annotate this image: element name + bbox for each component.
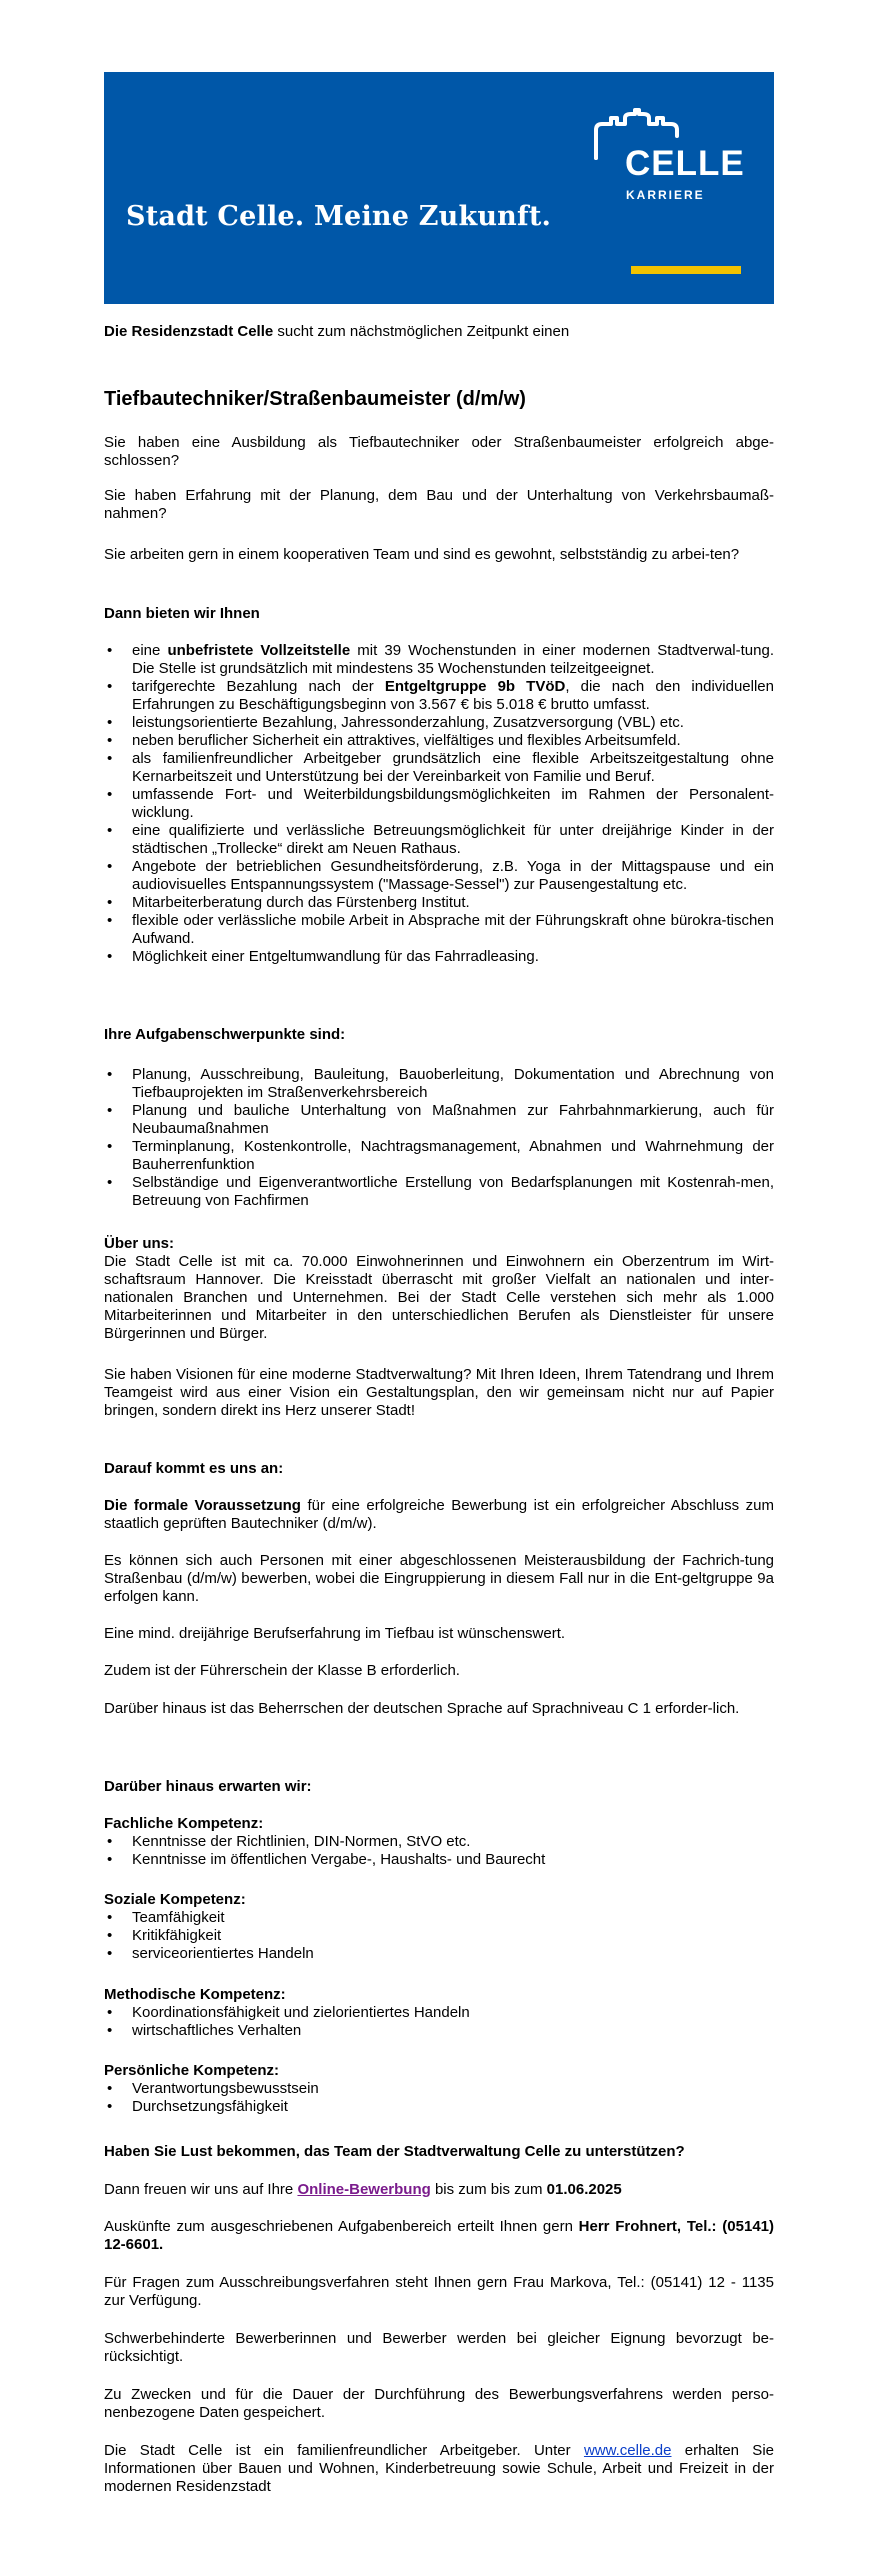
- list-item: • Planung, Ausschreibung, Bauleitung, Bauoberleitung, Dokumentation und Abrechnung von Tiefbauprojekten im Straßenverkehrsbereich: [104, 1066, 774, 1102]
- online-application-link[interactable]: Online-Bewerbung: [297, 2181, 431, 2198]
- list-item: • flexible oder verlässliche mobile Arbeit in Absprache mit der Führungskraft ohne bürokra-tischen Aufwand.: [104, 912, 774, 948]
- list-item: • als familienfreundlicher Arbeitgeber grundsätzlich eine flexible Arbeitszeitgestaltung ohne Kernarbeitszeit und Unterstützung bei der Vereinbarkeit von Familie und Beruf.: [104, 750, 774, 786]
- tasks-heading: Ihre Aufgabenschwerpunkte sind:: [104, 1026, 346, 1043]
- list-item: • neben beruflicher Sicherheit ein attraktives, vielfältiges und flexibles Arbeitsumfeld.: [104, 732, 774, 750]
- requirements-license: Zudem ist der Führerschein der Klasse B erforderlich.: [104, 1662, 460, 1679]
- expect-group-title: Persönliche Kompetenz:: [104, 2062, 280, 2079]
- list-item: • Angebote der betrieblichen Gesundheitsförderung, z.B. Yoga in der Mittagspause und ein audiovisuelles Entspannungssystem ("Massage-Sessel") zur Pausengestaltung etc.: [104, 858, 774, 894]
- intro-bold: Die Residenzstadt Celle: [104, 323, 274, 340]
- list-item: • eine qualifizierte und verlässliche Betreuungsmöglichkeit für unter dreijährige Kinder in der städtischen „Trollecke“ direkt am Neuen Rathaus.: [104, 822, 774, 858]
- offer-item-2-pre: tarifgerechte Bezahlung nach der: [132, 678, 385, 695]
- list-item: • Möglichkeit einer Entgeltumwandlung für das Fahrradleasing.: [104, 948, 774, 966]
- expect-group-list: [104, 2004, 774, 2040]
- disabled-notice: Schwerbehinderte Bewerberinnen und Bewerber werden bei gleicher Eignung bevorzugt be-rücksichtigt.: [104, 2330, 774, 2365]
- question-3: Sie arbeiten gern in einem kooperativen Team und sind es gewohnt, selbstständig zu arbei-ten?: [104, 546, 740, 563]
- list-item: [104, 642, 774, 678]
- about-vision: Sie haben Visionen für eine moderne Stadtverwaltung? Mit Ihren Ideen, Ihrem Tatendrang und Ihrem Teamgeist wird aus einer Vision ein Gestaltungsplan, den wir gemeinsam nicht nur auf Papier bringen, sondern direkt ins Herz unserer Stadt!: [104, 1366, 774, 1419]
- apply-mid: bis zum bis zum: [430, 2181, 547, 2198]
- list-item: • serviceorientiertes Handeln: [104, 1945, 774, 1963]
- list-item: • Terminplanung, Kostenkontrolle, Nachtragsmanagement, Abnahmen und Wahrnehmung der Bauherrenfunktion: [104, 1138, 774, 1174]
- list-item: • Mitarbeiterberatung durch das Fürstenberg Institut.: [104, 894, 774, 912]
- expect-group-list: [104, 1909, 774, 1963]
- apply-deadline: 01.06.2025: [546, 2181, 622, 2198]
- requirements-heading: Darauf kommt es uns an:: [104, 1460, 284, 1477]
- list-item: • wirtschaftliches Verhalten: [104, 2022, 774, 2040]
- list-item: • Kenntnisse der Richtlinien, DIN-Normen, StVO etc.: [104, 1833, 774, 1851]
- expect-heading: Darüber hinaus erwarten wir:: [104, 1778, 312, 1795]
- family-pre: Die Stadt Celle ist ein familienfreundlicher Arbeitgeber. Unter: [104, 2442, 584, 2459]
- contact-pre: Auskünfte zum ausgeschriebenen Aufgabenbereich erteilt Ihnen gern: [104, 2218, 579, 2235]
- contact-bold: Herr Frohnert, Tel.: (05141) 12-6601.: [104, 2218, 774, 2253]
- intro-line: [104, 323, 774, 341]
- about-text: Die Stadt Celle ist mit ca. 70.000 Einwohnerinnen und Einwohnern ein Oberzentrum im Wirt-schaftsraum Hannover. Die Kreisstadt überrascht mit großer Vielfalt an nationalen und inter-nationalen Branchen und Unternehmen. Bei der Stadt Celle verstehen sich mehr als 1.000 Mitarbeiterinnen und Mitarbeiter in den unterschiedlichen Berufen als Dienstleister für unsere Bürgerinnen und Bürger.: [104, 1253, 774, 1342]
- tasks-list: [104, 1066, 774, 1210]
- header-banner: [104, 72, 774, 304]
- apply-pre: Dann freuen wir uns auf Ihre: [104, 2181, 298, 2198]
- requirements-formal: [104, 1497, 774, 1533]
- apply-line: [104, 2181, 774, 2199]
- offer-item-2-post: , die nach den individuellen Erfahrungen zu Beschäftigungsbeginn von 3.567 € bis 5.018 € brutto umfasst.: [132, 678, 774, 713]
- list-item: • Planung und bauliche Unterhaltung von Maßnahmen zur Fahrbahnmarkierung, auch für Neubaumaßnahmen: [104, 1102, 774, 1138]
- privacy-notice: Zu Zwecken und für die Dauer der Durchführung des Bewerbungsverfahrens werden perso-nenbezogene Daten gespeichert.: [104, 2386, 774, 2421]
- offer-item-1-post: mit 39 Wochenstunden in einer modernen Stadtverwal-tung. Die Stelle ist grundsätzlich mit mindestens 35 Wochenstunden teilzeitgeeignet.: [132, 642, 774, 677]
- offer-item-1-pre: eine: [132, 642, 168, 659]
- requirements-language: Darüber hinaus ist das Beherrschen der deutschen Sprache auf Sprachniveau C 1 erforder-lich.: [104, 1700, 740, 1717]
- list-item: • Koordinationsfähigkeit und zielorientiertes Handeln: [104, 2004, 774, 2022]
- expect-group-list: [104, 2080, 774, 2116]
- list-item: • Kritikfähigkeit: [104, 1927, 774, 1945]
- list-item: • Kenntnisse im öffentlichen Vergabe-, Haushalts- und Baurecht: [104, 1851, 774, 1869]
- list-item: • leistungsorientierte Bezahlung, Jahressonderzahlung, Zusatzversorgung (VBL) etc.: [104, 714, 774, 732]
- accent-bar: [631, 266, 741, 274]
- expect-group-title: Methodische Kompetenz:: [104, 1986, 286, 2003]
- list-item: • Teamfähigkeit: [104, 1909, 774, 1927]
- list-item: • umfassende Fort- und Weiterbildungsbildungsmöglichkeiten im Rahmen der Personalent-wicklung.: [104, 786, 774, 822]
- offer-item-2-bold: Entgeltgruppe 9b TVöD: [384, 678, 566, 695]
- about-heading: Über uns:: [104, 1235, 175, 1252]
- offer-heading: Dann bieten wir Ihnen: [104, 605, 260, 622]
- expect-group-title: Fachliche Kompetenz:: [104, 1815, 264, 1832]
- expect-group-title: Soziale Kompetenz:: [104, 1891, 246, 1908]
- contact-info: [104, 2218, 774, 2254]
- closing-question: Haben Sie Lust bekommen, das Team der Stadtverwaltung Celle zu unterstützen?: [104, 2143, 685, 2160]
- list-item: • Durchsetzungsfähigkeit: [104, 2098, 774, 2116]
- list-item: [104, 678, 774, 714]
- offer-list: [104, 642, 774, 966]
- process-info: Für Fragen zum Ausschreibungsverfahren steht Ihnen gern Frau Markova, Tel.: (05141) 12 - 1135 zur Verfügung.: [104, 2274, 774, 2309]
- requirements-formal-rest: für eine erfolgreiche Bewerbung ist ein erfolgreicher Abschluss zum staatlich geprüften Bautechniker (d/m/w).: [104, 1497, 774, 1532]
- website-link[interactable]: www.celle.de: [583, 2442, 672, 2459]
- banner-slogan: Stadt Celle. Meine Zukunft.: [126, 201, 552, 232]
- list-item: • Selbständige und Eigenverantwortliche Erstellung von Bedarfsplanungen mit Kostenrah-men, Betreuung von Fachfirmen: [104, 1174, 774, 1210]
- intro-rest: sucht zum nächstmöglichen Zeitpunkt einen: [273, 323, 570, 340]
- list-item: • Verantwortungsbewusstsein: [104, 2080, 774, 2098]
- question-2: Sie haben Erfahrung mit der Planung, dem Bau und der Unterhaltung von Verkehrsbaumaß-nahmen?: [104, 487, 774, 522]
- family-post: erhalten Sie Informationen über Bauen und Wohnen, Kinderbetreuung sowie Schule, Arbeit und Freizeit in der modernen Residenzstadt: [104, 2442, 774, 2495]
- requirements-formal-bold: Die formale Voraussetzung: [104, 1497, 301, 1514]
- family-notice: [104, 2442, 774, 2496]
- offer-item-1-bold: unbefristete Vollzeitstelle: [167, 642, 351, 659]
- logo-subtitle: KARRIERE: [626, 188, 705, 202]
- question-1: Sie haben eine Ausbildung als Tiefbautechniker oder Straßenbaumeister erfolgreich abge-schlossen?: [104, 434, 774, 469]
- requirements-experience: Eine mind. dreijährige Berufserfahrung im Tiefbau ist wünschenswert.: [104, 1625, 566, 1642]
- expect-group-list: [104, 1833, 774, 1869]
- job-title: Tiefbautechniker/Straßenbaumeister (d/m/w): [104, 388, 526, 410]
- logo-wordmark: CELLE: [625, 144, 745, 183]
- requirements-master: Es können sich auch Personen mit einer abgeschlossenen Meisterausbildung der Fachrich-tung Straßenbau (d/m/w) bewerben, wobei die Eingruppierung in diesem Fall nur in die Ent-geltgruppe 9a erfolgen kann.: [104, 1552, 774, 1605]
